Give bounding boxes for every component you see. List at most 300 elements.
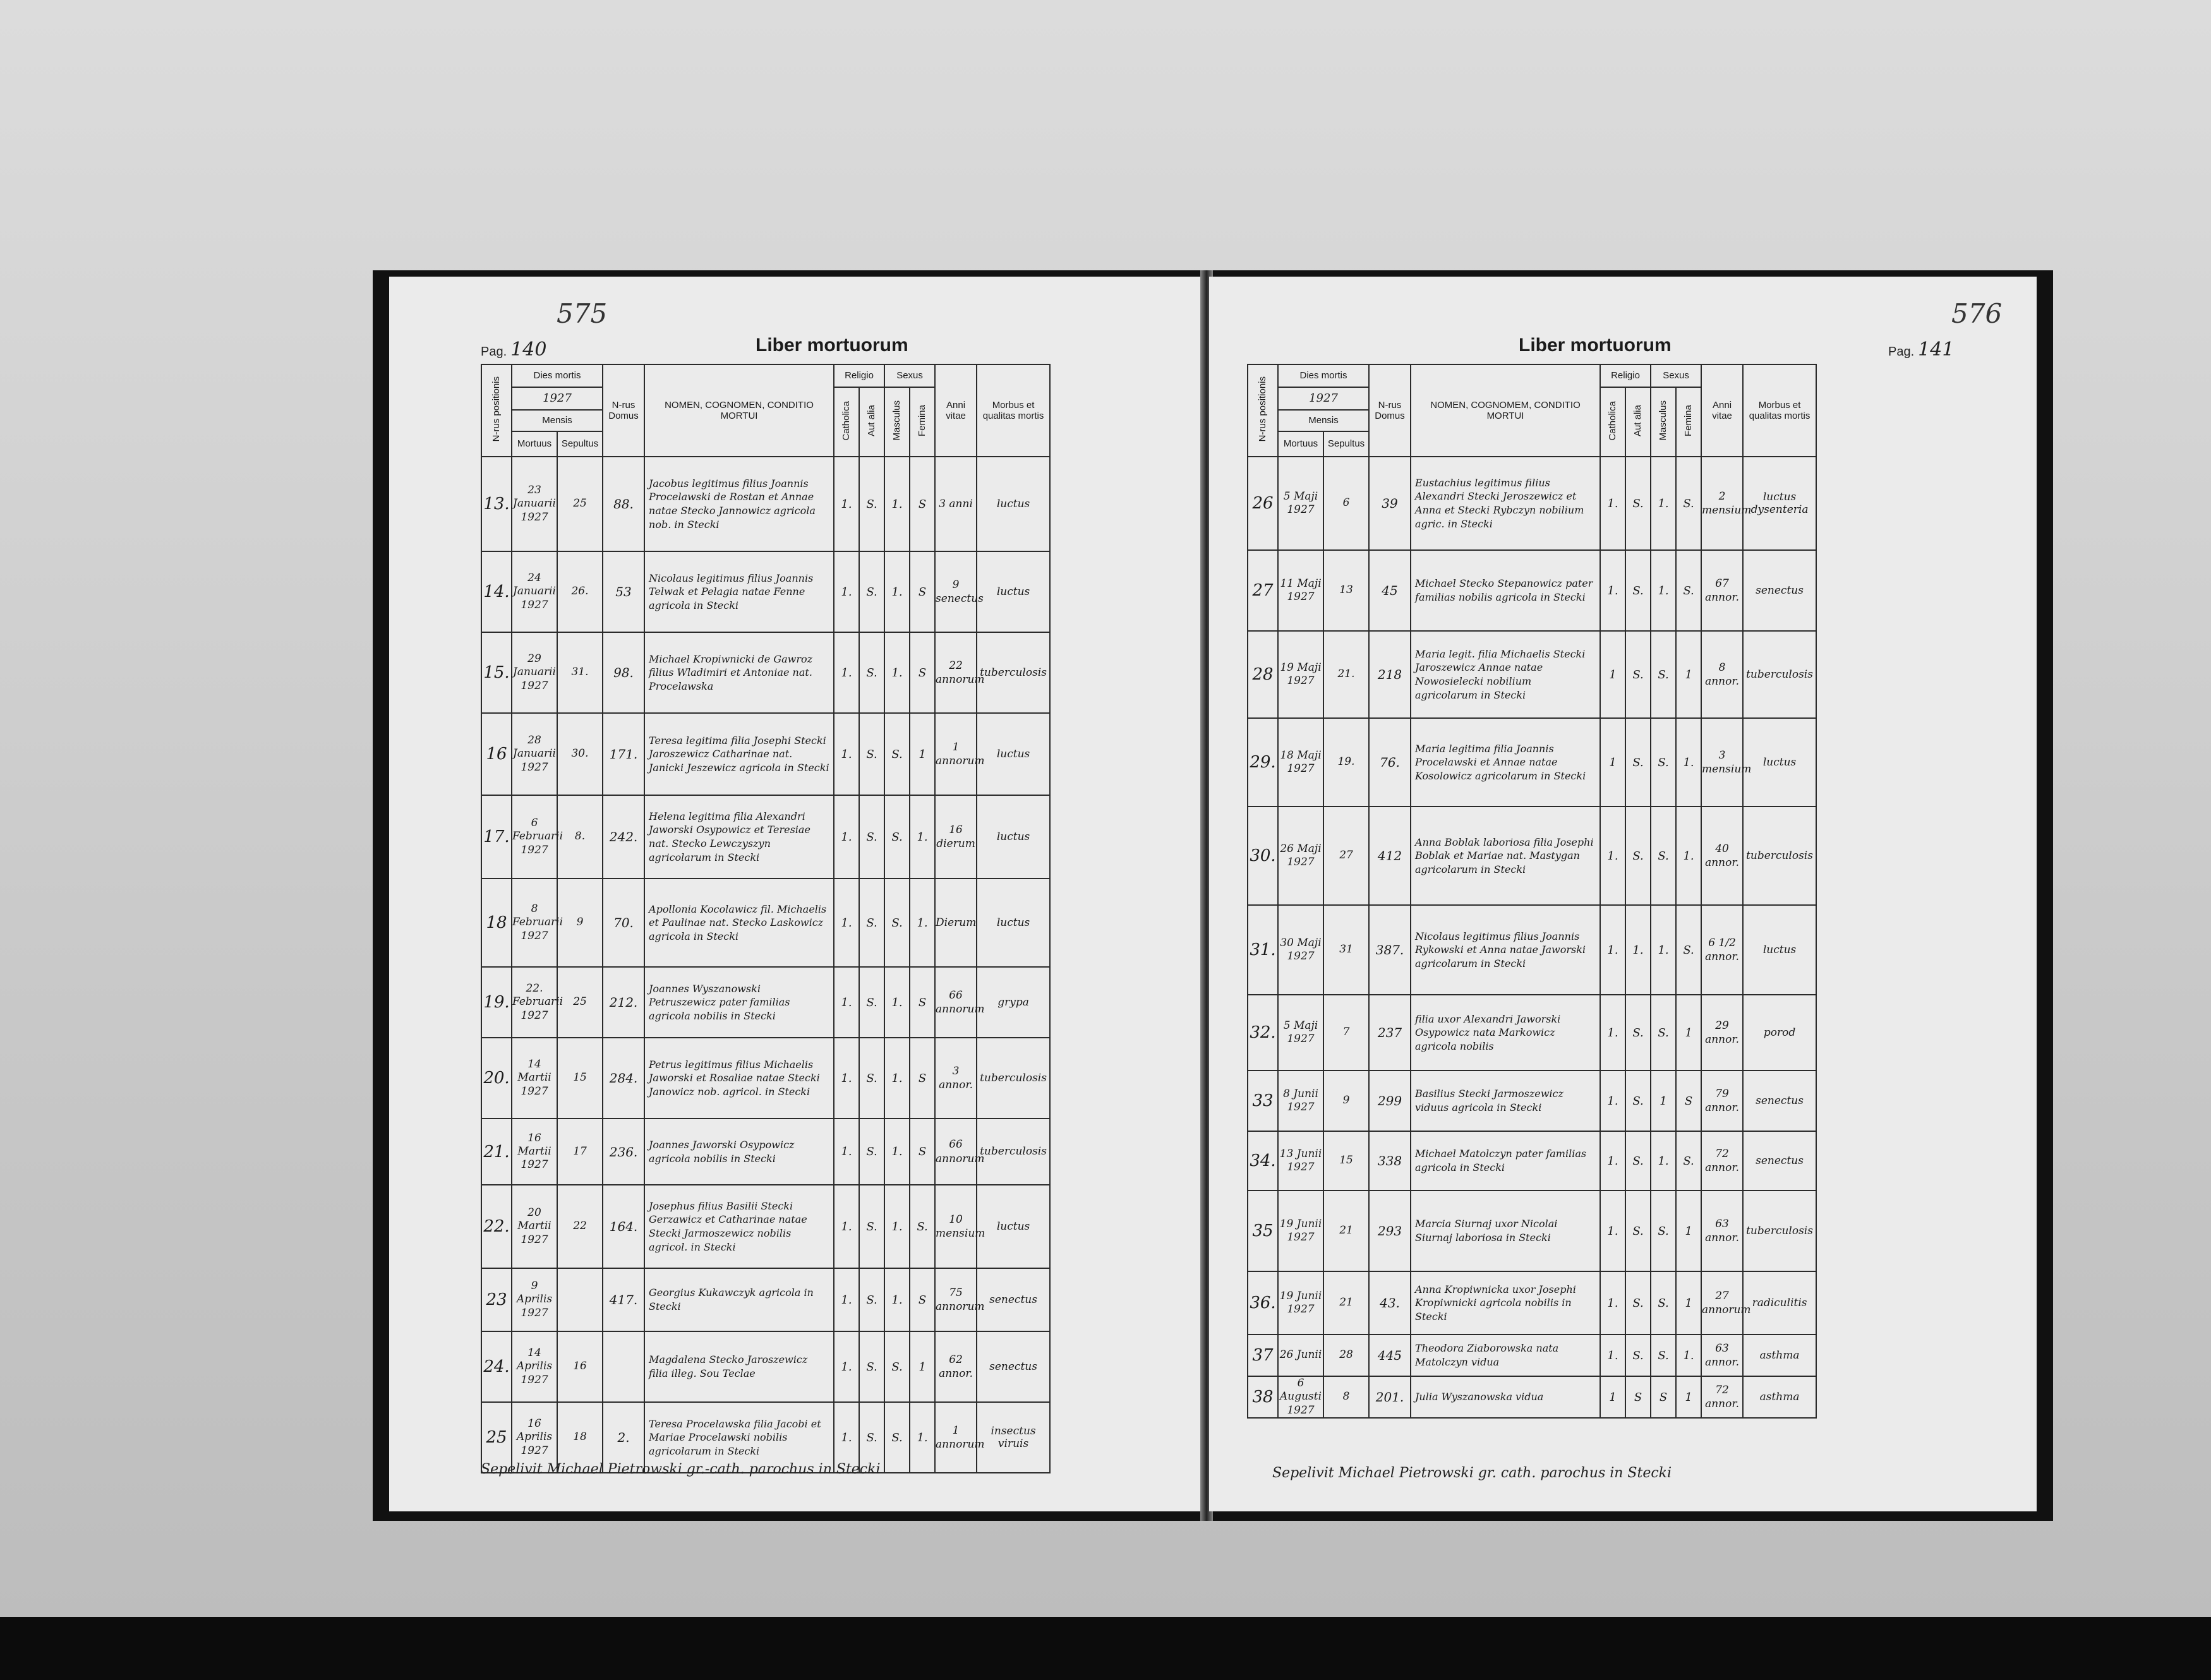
cell-anni-vitae <box>1701 1071 1743 1131</box>
cell-nr-domus <box>1369 718 1411 807</box>
cell-masculus <box>1651 1335 1676 1376</box>
cell-nr-domus <box>1369 631 1411 718</box>
cell-catholica <box>1600 457 1625 550</box>
cell-catholica <box>834 713 859 795</box>
header-year <box>512 387 603 410</box>
cell-mortuus <box>512 551 557 632</box>
cell-sepultus-value: 15 <box>573 1071 587 1084</box>
table-row <box>481 632 1050 713</box>
handwritten-page-number: 575 <box>557 298 608 329</box>
header-masculus-text: Masculus <box>891 400 903 441</box>
cell-morbus <box>977 1185 1050 1268</box>
cell-femina-value: S. <box>1683 943 1694 957</box>
header-femina <box>910 387 935 457</box>
cell-nomen-value: Josephus filius Basilii Stecki Gerzawicz et Catharinae natae Stecki Jarmoszewicz nobilis agricol. in Stecki <box>649 1199 807 1253</box>
cell-catholica-value: 1. <box>841 585 852 599</box>
table-row <box>1248 631 1816 718</box>
cell-aut-alia <box>859 1119 884 1185</box>
cell-morbus-value: tuberculosis <box>1746 849 1813 862</box>
cell-morbus <box>1743 1335 1816 1376</box>
cell-masculus <box>884 967 910 1038</box>
cell-catholica-value: 1. <box>841 1431 852 1444</box>
header-femina-text: Femina <box>917 404 928 436</box>
cell-nr-positionis-value: 24. <box>483 1357 510 1376</box>
cell-aut-alia <box>1625 1071 1651 1131</box>
cell-morbus-value: asthma <box>1759 1348 1800 1362</box>
cell-aut-alia <box>1625 631 1651 718</box>
cell-nomen <box>1411 1191 1600 1271</box>
cell-masculus-value: 1. <box>1658 1154 1669 1168</box>
cell-sepultus <box>1323 1191 1369 1271</box>
header-nrus-domus <box>603 364 644 457</box>
cell-sepultus <box>1323 457 1369 550</box>
cell-aut-alia <box>859 1038 884 1119</box>
cell-catholica-value: 1. <box>841 995 852 1009</box>
cell-femina-value: S <box>918 995 927 1009</box>
cell-femina-value: S <box>1684 1094 1693 1108</box>
cell-femina <box>1676 1271 1701 1335</box>
cell-morbus <box>977 795 1050 879</box>
cell-aut-alia <box>1625 550 1651 631</box>
cell-masculus-value: S. <box>891 747 903 761</box>
cell-masculus <box>884 632 910 713</box>
cell-nr-domus <box>603 1038 644 1119</box>
cell-mortuus-value: 20 Martii 1927 <box>517 1206 551 1246</box>
cell-catholica <box>834 632 859 713</box>
table-row <box>1248 995 1816 1071</box>
cell-nr-positionis <box>481 795 512 879</box>
cell-morbus-value: senectus <box>989 1360 1037 1373</box>
cell-masculus <box>1651 1376 1676 1418</box>
cell-nomen-value: Theodora Ziaborowska nata Matolczyn vidua <box>1415 1342 1559 1368</box>
cell-nr-domus-value: 39 <box>1382 496 1398 511</box>
cell-anni-vitae-value: 16 dierum <box>936 823 975 850</box>
cell-catholica-value: 1. <box>841 747 852 761</box>
cell-nr-domus <box>603 457 644 551</box>
cell-mortuus-value: 26 Maji 1927 <box>1280 842 1322 868</box>
header-masculus <box>884 387 910 457</box>
cell-masculus <box>1651 807 1676 905</box>
cell-sepultus-value: 21 <box>1339 1296 1353 1309</box>
cell-nomen-value: Basilius Stecki Jarmoszewicz viduus agricola in Stecki <box>1415 1088 1563 1113</box>
table-row <box>1248 1071 1816 1131</box>
cell-sepultus <box>557 967 603 1038</box>
cell-nomen <box>1411 1131 1600 1191</box>
header-sepultus <box>1323 431 1369 457</box>
table-row <box>481 713 1050 795</box>
header-mensis <box>1278 410 1369 431</box>
cell-mortuus <box>1278 1071 1323 1131</box>
cell-catholica <box>1600 1376 1625 1418</box>
cell-nr-positionis-value: 16 <box>486 745 507 764</box>
table-row <box>481 1331 1050 1402</box>
cell-anni-vitae <box>935 713 985 795</box>
header-sexus-text: Sexus <box>896 370 923 381</box>
cell-anni-vitae <box>935 1119 985 1185</box>
cell-mortuus <box>1278 718 1323 807</box>
cell-nr-domus-value: 242. <box>609 829 638 844</box>
cell-masculus <box>1651 1131 1676 1191</box>
header-nrus-domus-text: N-rus Domus <box>608 399 639 421</box>
cell-nomen <box>1411 631 1600 718</box>
pag-label-group <box>481 339 546 361</box>
cell-nr-domus <box>1369 1335 1411 1376</box>
cell-femina <box>910 967 935 1038</box>
cell-morbus-value: luctus <box>1762 943 1797 956</box>
header-dies-mortis-text: Dies mortis <box>533 370 581 381</box>
header-nrus-positionis <box>1248 364 1278 457</box>
cell-nr-domus <box>603 879 644 967</box>
cell-mortuus <box>512 1119 557 1185</box>
header-catholica <box>1600 387 1625 457</box>
cell-morbus <box>1743 1271 1816 1335</box>
cell-nomen <box>1411 1071 1600 1131</box>
cell-anni-vitae <box>935 967 985 1038</box>
cell-anni-vitae <box>1701 718 1752 807</box>
cell-nr-positionis <box>1248 550 1278 631</box>
cell-nomen <box>1411 457 1600 550</box>
cell-femina-value: S. <box>917 1220 928 1233</box>
cell-mortuus <box>1278 1131 1323 1191</box>
cell-mortuus <box>512 457 557 551</box>
cell-morbus-value: tuberculosis <box>1746 668 1813 681</box>
table-row <box>1248 1131 1816 1191</box>
cell-nr-domus-value: 417. <box>609 1292 638 1307</box>
cell-anni-vitae <box>935 1185 985 1268</box>
cell-masculus-value: 1. <box>891 585 903 599</box>
cell-anni-vitae <box>935 1402 985 1473</box>
cell-aut-alia <box>859 967 884 1038</box>
cell-nr-positionis <box>1248 995 1278 1071</box>
cell-femina-value: S <box>918 497 927 511</box>
cell-morbus <box>1743 457 1816 550</box>
cell-mortuus <box>512 795 563 879</box>
cell-anni-vitae-value: 6 1/2 annor. <box>1705 936 1740 963</box>
cell-mortuus-value: 29 Januarii 1927 <box>513 652 556 692</box>
cell-femina-value: 1 <box>1685 1026 1692 1040</box>
cell-morbus <box>1743 995 1816 1071</box>
cell-sepultus-value: 8 <box>1342 1390 1350 1403</box>
cell-femina <box>910 1185 935 1268</box>
cell-anni-vitae <box>935 1268 985 1331</box>
cell-nomen-value: Georgius Kukawczyk agricola in Stecki <box>649 1287 814 1312</box>
cell-nr-domus <box>1369 905 1411 995</box>
cell-nomen-value: Anna Kropiwnicka uxor Josephi Kropiwnicki agricola nobilis in Stecki <box>1415 1283 1576 1323</box>
cell-mortuus <box>1278 1191 1323 1271</box>
cell-morbus-value: luctus <box>996 916 1030 929</box>
cell-anni-vitae-value: 72 annor. <box>1705 1147 1740 1174</box>
cell-nr-domus-value: 43. <box>1380 1295 1400 1311</box>
cell-nomen <box>644 457 834 551</box>
pag-label: Pag. <box>481 345 507 359</box>
cell-morbus-value: senectus <box>1756 1094 1804 1107</box>
cell-morbus-value: tuberculosis <box>1746 1224 1813 1237</box>
cell-sepultus-value: 9 <box>1342 1094 1350 1107</box>
header-nrus-domus <box>1369 364 1411 457</box>
cell-morbus <box>977 1402 1050 1473</box>
cell-mortuus <box>512 1268 557 1331</box>
header-aut-alia <box>859 387 884 457</box>
cell-anni-vitae-value: 40 annor. <box>1705 842 1740 869</box>
cell-nr-domus <box>1369 807 1411 905</box>
cell-nr-positionis <box>1248 807 1278 905</box>
cell-sepultus-value: 31. <box>571 666 589 679</box>
cell-morbus <box>977 1119 1050 1185</box>
cell-catholica <box>834 879 859 967</box>
cell-mortuus-value: 16 Aprilis 1927 <box>516 1417 553 1457</box>
cell-nr-positionis <box>1248 1071 1278 1131</box>
cell-anni-vitae-value: 66 annorum <box>936 988 985 1016</box>
cell-anni-vitae <box>935 795 977 879</box>
header-morbus <box>977 364 1050 457</box>
cell-aut-alia <box>1625 1191 1651 1271</box>
cell-sepultus-value: 25 <box>573 995 587 1009</box>
cell-nomen-value: Joannes Jaworski Osypowicz agricola nobilis in Stecki <box>649 1138 795 1165</box>
cell-catholica <box>1600 1191 1625 1271</box>
cell-nr-positionis <box>481 551 512 632</box>
cell-nr-domus-value: 236. <box>609 1144 638 1160</box>
cell-catholica-value: 1. <box>1607 849 1618 863</box>
cell-catholica-value: 1. <box>1607 1296 1618 1310</box>
table-row <box>481 457 1050 551</box>
cell-anni-vitae <box>935 1331 977 1402</box>
cell-nomen <box>644 1268 834 1331</box>
cell-nr-positionis-value: 38 <box>1252 1388 1274 1407</box>
priest-signature: Sepelivit Michael Pietrowski gr. cath. parochus in Stecki <box>1272 1465 1672 1481</box>
cell-masculus <box>1651 905 1676 995</box>
cell-anni-vitae-value: 62 annor. <box>939 1353 973 1380</box>
cell-aut-alia <box>1625 718 1651 807</box>
cell-mortuus <box>1278 995 1323 1071</box>
cell-anni-vitae-value: 1 annorum <box>936 1424 985 1451</box>
cell-nr-positionis-value: 21. <box>483 1142 510 1161</box>
cell-catholica <box>1600 1271 1625 1335</box>
cell-masculus <box>1651 718 1676 807</box>
cell-anni-vitae-value: Dierum <box>936 916 977 929</box>
cell-aut-alia-value: S. <box>866 585 877 599</box>
cell-aut-alia-value: 1. <box>1632 943 1644 957</box>
cell-masculus-value: S. <box>891 1360 903 1374</box>
cell-nr-domus-value: 212. <box>609 995 638 1010</box>
cell-mortuus <box>512 967 563 1038</box>
cell-nr-domus-value: 98. <box>613 665 634 680</box>
table-row <box>1248 807 1816 905</box>
cell-masculus-value: S <box>1659 1390 1668 1404</box>
header-religio <box>834 364 884 387</box>
cell-morbus-value: senectus <box>1756 1154 1804 1167</box>
header-morbus-text: Morbus et qualitas mortis <box>982 399 1044 421</box>
cell-mortuus-value: 5 Maji 1927 <box>1283 1019 1318 1045</box>
cell-aut-alia <box>859 713 884 795</box>
cell-catholica-value: 1. <box>841 1220 852 1233</box>
cell-nr-positionis-value: 34. <box>1250 1151 1276 1170</box>
cell-femina <box>910 1038 935 1119</box>
cell-catholica-value: 1. <box>1607 496 1618 510</box>
cell-nomen-value: Nicolaus legitimus filius Joannis Telwak et Pelagia natae Fenne agricola in Stecki <box>649 572 814 611</box>
cell-aut-alia <box>859 632 884 713</box>
cell-femina <box>910 879 935 967</box>
cell-sepultus-value: 15 <box>1339 1154 1353 1167</box>
cell-nr-positionis-value: 33 <box>1252 1091 1274 1110</box>
header-mortuus-text: Mortuus <box>517 438 552 450</box>
cell-masculus <box>884 1185 910 1268</box>
cell-catholica <box>1600 718 1625 807</box>
cell-femina-value: 1. <box>917 916 928 930</box>
cell-masculus-value: 1. <box>891 1220 903 1233</box>
cell-sepultus-value: 27 <box>1339 849 1353 862</box>
cell-catholica <box>1600 1131 1625 1191</box>
cell-anni-vitae <box>935 457 977 551</box>
cell-nomen <box>1411 1335 1600 1376</box>
cell-nr-domus-value: 53 <box>615 584 632 599</box>
cell-nr-positionis-value: 23 <box>486 1290 507 1309</box>
cell-morbus <box>1743 905 1816 995</box>
cell-nomen-value: Michael Matolczyn pater familias agricola in Stecki <box>1415 1148 1587 1173</box>
cell-anni-vitae-value: 27 annorum <box>1702 1289 1751 1316</box>
cell-catholica <box>1600 631 1625 718</box>
cell-catholica <box>1600 807 1625 905</box>
cell-sepultus <box>1323 1376 1369 1418</box>
header-sexus-text: Sexus <box>1663 370 1689 381</box>
cell-masculus <box>884 713 910 795</box>
cell-catholica-value: 1. <box>841 1145 852 1158</box>
header-nrus-positionis-text: N-rus positionis <box>491 376 502 442</box>
register-table <box>481 364 1051 1473</box>
cell-anni-vitae <box>1701 631 1743 718</box>
cell-aut-alia <box>859 1268 884 1331</box>
cell-masculus-value: 1. <box>1658 584 1669 597</box>
cell-aut-alia-value: S. <box>1632 1348 1644 1362</box>
cell-sepultus-value: 17 <box>573 1144 587 1158</box>
cell-femina <box>910 1331 935 1402</box>
cell-nomen-value: Michael Kropiwnicki de Gawroz filius Wladimiri et Antoniae nat. Procelawska <box>649 652 813 692</box>
cell-aut-alia <box>1625 807 1651 905</box>
cell-aut-alia <box>859 1185 884 1268</box>
cell-masculus-value: S. <box>1658 849 1669 863</box>
cell-masculus <box>1651 1071 1676 1131</box>
cell-masculus <box>1651 550 1676 631</box>
cell-mortuus-value: 30 Maji 1927 <box>1280 936 1322 963</box>
cell-mortuus-value: 23 Januarii 1927 <box>513 484 556 524</box>
cell-masculus <box>884 457 910 551</box>
register-title: Liber mortuorum <box>1519 335 1672 356</box>
header-nrus-positionis <box>481 364 512 457</box>
cell-nr-domus <box>1369 1071 1411 1131</box>
header-femina-text: Femina <box>1683 404 1694 436</box>
cell-nr-domus-value: 88. <box>613 496 634 512</box>
cell-nr-domus <box>1369 1376 1411 1418</box>
cell-nr-positionis <box>1248 631 1278 718</box>
cell-femina <box>1676 1071 1701 1131</box>
cell-femina <box>1676 905 1701 995</box>
header-catholica-text: Catholica <box>841 400 852 441</box>
cell-nr-domus-value: 237 <box>1377 1025 1402 1040</box>
cell-nr-domus-value: 293 <box>1377 1223 1402 1239</box>
cell-nr-domus <box>603 1185 644 1268</box>
cell-nr-positionis <box>1248 1191 1278 1271</box>
cell-mortuus-value: 19 Maji 1927 <box>1280 661 1322 687</box>
cell-sepultus-value: 22 <box>573 1220 587 1233</box>
cell-femina-value: 1 <box>1685 1296 1692 1310</box>
cell-morbus-value: radiculitis <box>1752 1296 1807 1309</box>
header-aut-alia <box>1625 387 1651 457</box>
cell-nr-domus <box>1369 1271 1411 1335</box>
cell-nr-domus <box>603 1268 644 1331</box>
cell-morbus <box>1743 807 1816 905</box>
cell-sepultus <box>1323 1335 1369 1376</box>
cell-nr-domus-value: 412 <box>1377 848 1402 863</box>
cell-morbus-value: tuberculosis <box>980 666 1047 679</box>
cell-nr-positionis <box>1248 457 1278 550</box>
header-sepultus <box>557 431 603 457</box>
cell-anni-vitae <box>1701 1191 1743 1271</box>
cell-femina <box>1676 550 1701 631</box>
cell-nr-positionis-value: 37 <box>1252 1346 1274 1365</box>
cell-nr-positionis-value: 14. <box>483 582 510 601</box>
header-femina <box>1676 387 1701 457</box>
table-row <box>481 879 1050 967</box>
header-anni-vitae-text: Anni vitae <box>1712 399 1732 421</box>
cell-nr-domus <box>603 632 644 713</box>
header-religio-text: Religio <box>845 370 874 381</box>
cell-masculus <box>884 795 910 879</box>
cell-anni-vitae <box>935 551 984 632</box>
cell-catholica <box>1600 550 1625 631</box>
table-row <box>1248 1271 1816 1335</box>
cell-anni-vitae-value: 66 annorum <box>936 1138 985 1165</box>
cell-nr-domus <box>603 967 644 1038</box>
cell-sepultus <box>557 713 603 795</box>
cell-anni-vitae <box>935 632 985 713</box>
cell-aut-alia-value: S. <box>866 1431 877 1444</box>
cell-nomen <box>1411 807 1600 905</box>
cell-mortuus-value: 19 Junii 1927 <box>1279 1289 1322 1316</box>
cell-nr-positionis-value: 31. <box>1250 940 1276 959</box>
cell-femina <box>910 1119 935 1185</box>
cell-femina <box>910 632 935 713</box>
header-aut-alia-text: Aut alia <box>1632 404 1644 436</box>
cell-nomen <box>644 551 834 632</box>
cell-mortuus <box>512 879 563 967</box>
header-mensis-text: Mensis <box>1308 415 1339 426</box>
cell-nr-domus-value: 299 <box>1377 1093 1402 1108</box>
cell-catholica-value: 1 <box>1609 1390 1617 1404</box>
header-year <box>1278 387 1369 410</box>
cell-femina <box>1676 631 1701 718</box>
header-religio <box>1600 364 1651 387</box>
table-row <box>1248 1191 1816 1271</box>
cell-aut-alia-value: S. <box>1632 1094 1644 1108</box>
cell-aut-alia-value: S. <box>866 1145 877 1158</box>
cell-aut-alia-value: S. <box>1632 1224 1644 1238</box>
cell-mortuus <box>512 1185 557 1268</box>
cell-nomen-value: filia uxor Alexandri Jaworski Osypowicz nata Markowicz agricola nobilis <box>1415 1012 1561 1052</box>
pag-value: 140 <box>510 339 547 361</box>
cell-nr-positionis <box>481 1331 512 1402</box>
cell-nr-positionis <box>481 1119 512 1185</box>
cell-sepultus <box>1323 905 1369 995</box>
cell-anni-vitae-value: 2 mensium <box>1702 489 1752 517</box>
cell-nomen-value: Petrus legitimus filius Michaelis Jaworski et Rosaliae natae Stecki Janowicz nob. agricol. in Stecki <box>649 1058 820 1098</box>
cell-catholica <box>834 1038 859 1119</box>
cell-catholica <box>834 967 859 1038</box>
cell-femina-value: 1 <box>1685 1224 1692 1238</box>
cell-sepultus <box>1323 807 1369 905</box>
cell-mortuus-value: 14 Martii 1927 <box>517 1058 551 1098</box>
cell-catholica <box>834 1268 859 1331</box>
cell-catholica-value: 1. <box>841 916 852 930</box>
header-mortuus-text: Mortuus <box>1283 438 1318 450</box>
